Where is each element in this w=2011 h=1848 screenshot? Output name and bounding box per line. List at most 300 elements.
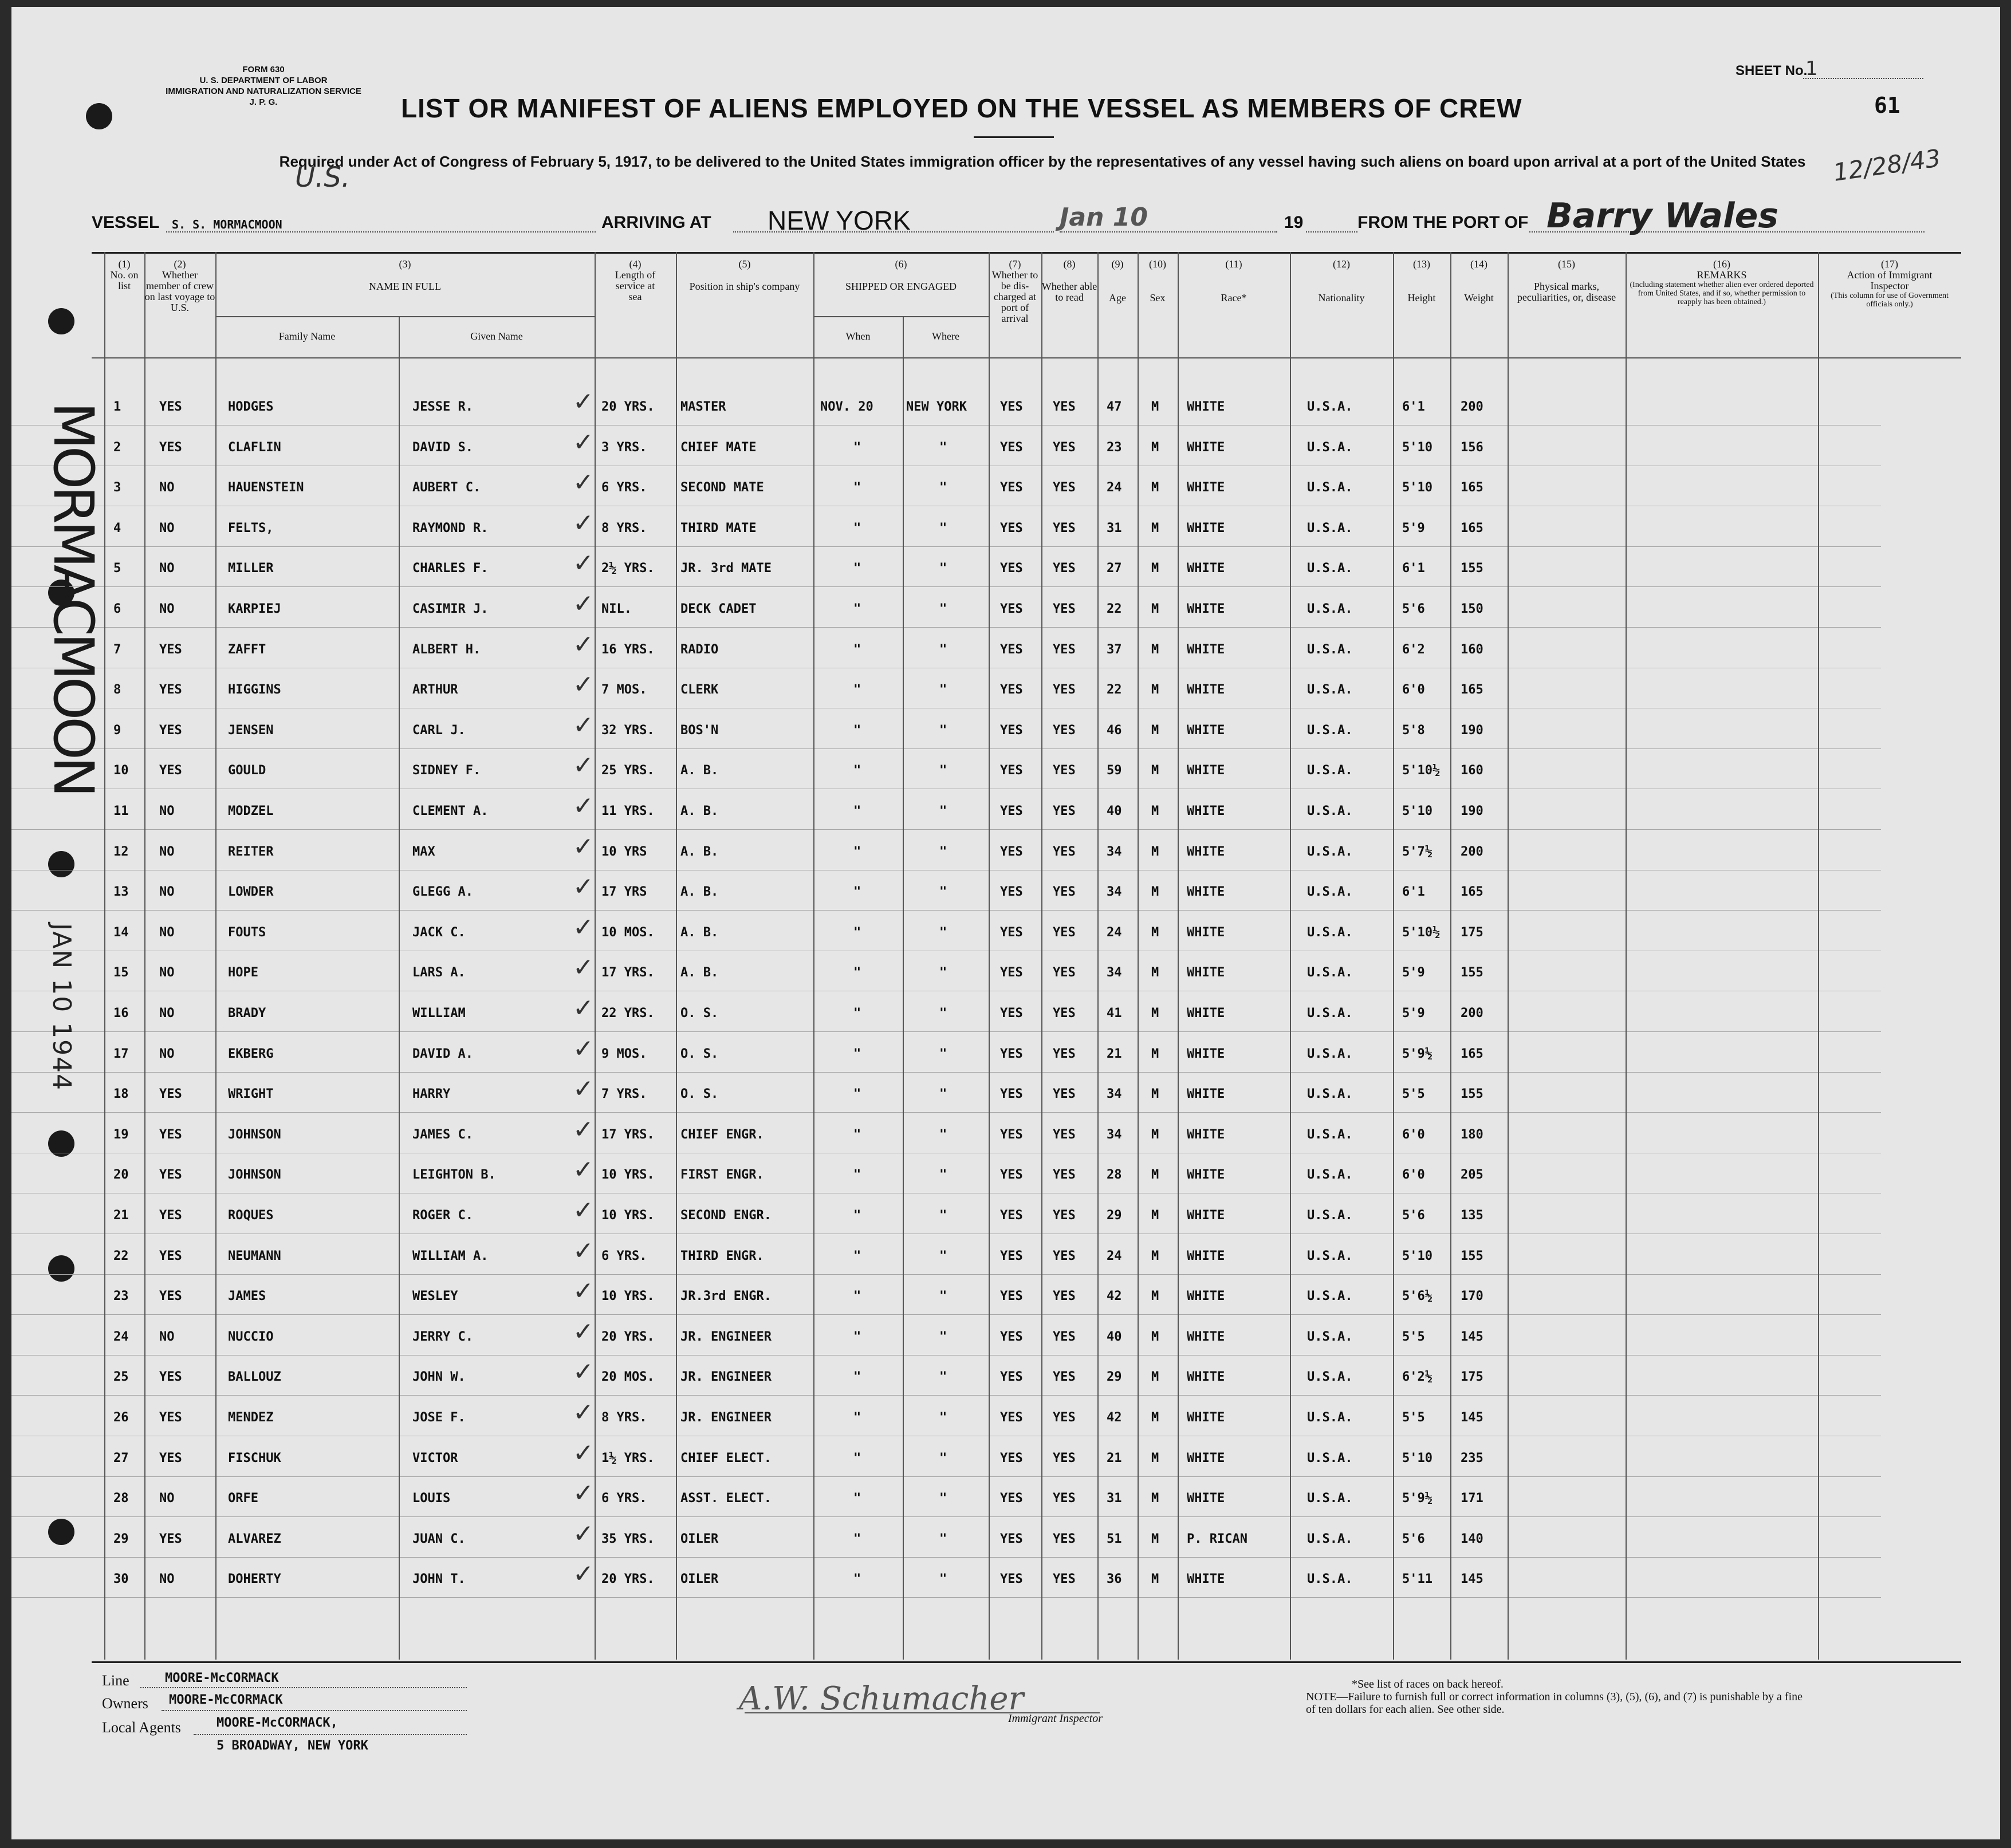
- column-divider: [104, 252, 105, 1660]
- nationality: U.S.A.: [1307, 966, 1353, 980]
- sex: M: [1151, 1289, 1159, 1304]
- prev-voyage: NO: [159, 1491, 175, 1506]
- race: WHITE: [1187, 602, 1225, 616]
- height: 5'8: [1402, 723, 1425, 738]
- age: 42: [1107, 1289, 1122, 1304]
- able-to-read: YES: [1053, 1329, 1076, 1344]
- shipped-where: ": [939, 925, 947, 940]
- shipped-when: ": [853, 1572, 861, 1587]
- height: 5'10: [1402, 1248, 1433, 1263]
- sex: M: [1151, 885, 1159, 900]
- row-rule: [11, 1476, 1881, 1477]
- service-length: 6 YRS.: [601, 1248, 647, 1263]
- nationality: U.S.A.: [1307, 1289, 1353, 1304]
- service-length: 20 YRS.: [601, 1572, 655, 1587]
- column-divider: [1290, 252, 1291, 1660]
- position: A. B.: [680, 885, 719, 900]
- column-divider: [399, 316, 400, 1660]
- column-divider: [1041, 252, 1042, 1660]
- able-to-read: YES: [1053, 925, 1076, 940]
- check-mark-icon: ✓: [573, 1398, 594, 1427]
- family-name: DOHERTY: [228, 1572, 281, 1587]
- position: O. S.: [680, 1087, 719, 1102]
- hdr-c9: [1097, 259, 1138, 304]
- col-number: (3): [399, 258, 411, 270]
- agents-address: 5 BROADWAY, NEW YORK: [217, 1739, 368, 1753]
- col-number: (16): [1713, 258, 1730, 270]
- row-number: 9: [113, 723, 121, 738]
- weight: 200: [1461, 844, 1483, 859]
- vessel-label: VESSEL: [92, 213, 160, 232]
- discharged: YES: [1000, 1127, 1023, 1142]
- family-name: EKBERG: [228, 1046, 274, 1061]
- discharged: YES: [1000, 480, 1023, 495]
- discharged: YES: [1000, 844, 1023, 859]
- shipped-when: ": [853, 1127, 861, 1142]
- check-mark-icon: ✓: [573, 1074, 594, 1104]
- shipped-where: ": [939, 561, 947, 576]
- family-name: LOWDER: [228, 885, 274, 900]
- agents-dots: [194, 1734, 467, 1735]
- weight: 165: [1461, 1046, 1483, 1061]
- family-name: CLAFLIN: [228, 440, 281, 455]
- position: FIRST ENGR.: [680, 1168, 764, 1183]
- col-label: Physical marks, peculiarities, or, disease: [1517, 281, 1616, 303]
- given-name: HARRY: [412, 1087, 451, 1102]
- shipped-when: ": [853, 763, 861, 778]
- signature-caption: Immigrant Inspector: [1008, 1712, 1103, 1725]
- race: WHITE: [1187, 440, 1225, 455]
- row-rule: [11, 748, 1881, 749]
- race: WHITE: [1187, 1410, 1225, 1425]
- shipped-when: ": [853, 561, 861, 576]
- nationality: U.S.A.: [1307, 480, 1353, 495]
- discharged: YES: [1000, 885, 1023, 900]
- sex: M: [1151, 1491, 1159, 1506]
- row-number: 26: [113, 1410, 129, 1425]
- age: 29: [1107, 1370, 1122, 1385]
- race: WHITE: [1187, 1289, 1225, 1304]
- weight: 165: [1461, 521, 1483, 535]
- race: WHITE: [1187, 400, 1225, 414]
- height: 6'2½: [1402, 1370, 1433, 1385]
- form-code: J. P. G.: [249, 97, 278, 107]
- able-to-read: YES: [1053, 1451, 1076, 1465]
- col-label: Whether able to read: [1041, 281, 1097, 303]
- weight: 175: [1461, 1370, 1483, 1385]
- row-rule: [11, 627, 1881, 628]
- given-name: JOSE F.: [412, 1410, 466, 1425]
- manifest-page: [11, 7, 2000, 1839]
- prev-voyage: YES: [159, 400, 182, 414]
- sex: M: [1151, 642, 1159, 657]
- height: 5'6: [1402, 1208, 1425, 1223]
- position: JR. ENGINEER: [680, 1410, 772, 1425]
- hdr-c11: [1178, 259, 1290, 304]
- race: WHITE: [1187, 1451, 1225, 1465]
- age: 34: [1107, 885, 1122, 900]
- hdr-c8: [1041, 259, 1097, 303]
- discharged: YES: [1000, 1208, 1023, 1223]
- hdr-c14: [1450, 259, 1508, 304]
- col-number: (10): [1149, 258, 1166, 270]
- col-number: (4): [629, 258, 642, 270]
- row-number: 7: [113, 642, 121, 657]
- column-divider: [595, 252, 596, 1660]
- sheet-number: 1: [1805, 57, 1818, 80]
- row-rule: [11, 829, 1881, 830]
- position: O. S.: [680, 1046, 719, 1061]
- able-to-read: YES: [1053, 1289, 1076, 1304]
- prev-voyage: YES: [159, 1451, 182, 1465]
- age: 29: [1107, 1208, 1122, 1223]
- age: 59: [1107, 763, 1122, 778]
- prev-voyage: YES: [159, 1370, 182, 1385]
- height: 5'10: [1402, 804, 1433, 818]
- able-to-read: YES: [1053, 1531, 1076, 1546]
- position: JR.3rd ENGR.: [680, 1289, 772, 1304]
- from-label: FROM THE PORT OF: [1357, 213, 1529, 232]
- sex: M: [1151, 1531, 1159, 1546]
- family-name: JAMES: [228, 1289, 266, 1304]
- prev-voyage: YES: [159, 440, 182, 455]
- col-label: Whether to be dis-charged at port of arrival: [991, 269, 1038, 324]
- able-to-read: YES: [1053, 602, 1076, 616]
- family-name: KARPIEJ: [228, 602, 281, 616]
- prev-voyage: NO: [159, 885, 175, 900]
- age: 31: [1107, 521, 1122, 535]
- col-number: (13): [1413, 258, 1430, 270]
- shipped-where: ": [939, 440, 947, 455]
- shipped-where: ": [939, 602, 947, 616]
- check-mark-icon: ✓: [573, 508, 594, 538]
- height: 5'9: [1402, 521, 1425, 535]
- requirement-text: Required under Act of Congress of February 5, 1917, to be delivered to the United States immigration officer by the representatives of any vessel having such aliens on board upon arrival at a port of the United States: [279, 153, 1806, 170]
- row-rule: [11, 1597, 1881, 1598]
- age: 34: [1107, 966, 1122, 980]
- family-name: MENDEZ: [228, 1410, 274, 1425]
- position: A. B.: [680, 925, 719, 940]
- position: BOS'N: [680, 723, 719, 738]
- race: WHITE: [1187, 1046, 1225, 1061]
- column-divider: [676, 252, 677, 1660]
- able-to-read: YES: [1053, 480, 1076, 495]
- row-number: 10: [113, 763, 129, 778]
- service-length: 35 YRS.: [601, 1531, 655, 1546]
- row-number: 8: [113, 683, 121, 698]
- shipped-when: ": [853, 1087, 861, 1102]
- family-name: HODGES: [228, 400, 274, 414]
- family-name: JENSEN: [228, 723, 274, 738]
- position: RADIO: [680, 642, 719, 657]
- nationality: U.S.A.: [1307, 1451, 1353, 1465]
- prev-voyage: YES: [159, 1289, 182, 1304]
- service-length: 10 YRS.: [601, 1208, 655, 1223]
- races-note: *See list of races on back hereof.: [1352, 1678, 1504, 1691]
- col-note: (Including statement whether alien ever ordered deported from United States, and if so, whether permission to reapply has been obtained.): [1630, 281, 1814, 306]
- shipped-where: ": [939, 1572, 947, 1587]
- service-length: 17 YRS: [601, 885, 647, 900]
- column-divider: [1178, 252, 1179, 1660]
- discharged: YES: [1000, 400, 1023, 414]
- given-name: LEIGHTON B.: [412, 1168, 496, 1183]
- row-rule: [11, 910, 1881, 911]
- row-number: 14: [113, 925, 129, 940]
- row-number: 11: [113, 804, 129, 818]
- service-length: 8 YRS.: [601, 1410, 647, 1425]
- weight: 190: [1461, 804, 1483, 818]
- column-divider: [1393, 252, 1394, 1660]
- discharged: YES: [1000, 1168, 1023, 1183]
- check-mark-icon: ✓: [573, 832, 594, 861]
- col-label: Age: [1109, 292, 1126, 304]
- able-to-read: YES: [1053, 1410, 1076, 1425]
- shipped-when: ": [853, 1168, 861, 1183]
- row-number: 15: [113, 966, 129, 980]
- weight: 155: [1461, 561, 1483, 576]
- shipped-where: ": [939, 1531, 947, 1546]
- able-to-read: YES: [1053, 804, 1076, 818]
- given-name: WILLIAM A.: [412, 1248, 489, 1263]
- shipped-when: NOV. 20: [820, 400, 873, 414]
- title-rule: [974, 136, 1054, 138]
- height: 5'5: [1402, 1410, 1425, 1425]
- col-label: NAME IN FULL: [369, 281, 441, 292]
- arrival-date: Jan 10: [1060, 203, 1148, 232]
- race: WHITE: [1187, 1572, 1225, 1587]
- shipped-when: ": [853, 1289, 861, 1304]
- family-name: BRADY: [228, 1006, 266, 1020]
- sex: M: [1151, 1208, 1159, 1223]
- family-name: JOHNSON: [228, 1168, 281, 1183]
- prev-voyage: YES: [159, 1410, 182, 1425]
- prev-voyage: NO: [159, 1572, 175, 1587]
- col-note: (This column for use of Government officials only.): [1831, 291, 1949, 309]
- discharged: YES: [1000, 1329, 1023, 1344]
- check-mark-icon: ✓: [573, 1155, 594, 1185]
- shipped-when: ": [853, 1248, 861, 1263]
- column-divider: [1508, 252, 1509, 1660]
- service-length: 17 YRS.: [601, 1127, 655, 1142]
- hdr-c17: [1818, 259, 1961, 309]
- form-number: FORM 630: [242, 65, 285, 74]
- row-number: 29: [113, 1531, 129, 1546]
- height: 5'9: [1402, 966, 1425, 980]
- shipped-where: ": [939, 1289, 947, 1304]
- service-length: 25 YRS.: [601, 763, 655, 778]
- row-number: 13: [113, 885, 129, 900]
- shipped-where: ": [939, 1451, 947, 1465]
- family-name: NEUMANN: [228, 1248, 281, 1263]
- check-mark-icon: ✓: [573, 953, 594, 983]
- height: 5'10: [1402, 440, 1433, 455]
- weight: 156: [1461, 440, 1483, 455]
- discharged: YES: [1000, 1289, 1023, 1304]
- family-name: FISCHUK: [228, 1451, 281, 1465]
- age: 40: [1107, 1329, 1122, 1344]
- nationality: U.S.A.: [1307, 1208, 1353, 1223]
- position: A. B.: [680, 844, 719, 859]
- able-to-read: YES: [1053, 844, 1076, 859]
- service-length: 11 YRS.: [601, 804, 655, 818]
- handwritten-date: 12/28/43: [1831, 144, 1943, 187]
- family-name: WRIGHT: [228, 1087, 274, 1102]
- weight: 160: [1461, 763, 1483, 778]
- side-stamp-date: JAN 10 1944: [47, 923, 76, 1092]
- service-length: 2½ YRS.: [601, 561, 655, 576]
- able-to-read: YES: [1053, 1046, 1076, 1061]
- service-length: 3 YRS.: [601, 440, 647, 455]
- line-dots: [140, 1687, 467, 1688]
- row-number: 28: [113, 1491, 129, 1506]
- hdr-c7: [989, 259, 1041, 324]
- check-mark-icon: ✓: [573, 427, 594, 457]
- position: CLERK: [680, 683, 719, 698]
- nationality: U.S.A.: [1307, 1410, 1353, 1425]
- height: 5'9: [1402, 1006, 1425, 1020]
- discharged: YES: [1000, 804, 1023, 818]
- given-name: JACK C.: [412, 925, 466, 940]
- shipped-where: ": [939, 1208, 947, 1223]
- row-rule: [11, 1355, 1881, 1356]
- weight: 200: [1461, 400, 1483, 414]
- prev-voyage: NO: [159, 1329, 175, 1344]
- height: 5'10: [1402, 480, 1433, 495]
- able-to-read: YES: [1053, 642, 1076, 657]
- side-stamp-name: MORMACMOON: [41, 402, 105, 794]
- height: 5'7½: [1402, 844, 1433, 859]
- shipped-where: ": [939, 1370, 947, 1385]
- check-mark-icon: ✓: [573, 751, 594, 781]
- col-label: Action of Immigrant Inspector: [1847, 269, 1933, 291]
- discharged: YES: [1000, 925, 1023, 940]
- position: O. S.: [680, 1006, 719, 1020]
- col-number: (9): [1111, 258, 1124, 270]
- page-title: LIST OR MANIFEST OF ALIENS EMPLOYED ON THE VESSEL AS MEMBERS OF CREW: [401, 93, 1522, 123]
- nationality: U.S.A.: [1307, 1572, 1353, 1587]
- able-to-read: YES: [1053, 1087, 1076, 1102]
- race: WHITE: [1187, 723, 1225, 738]
- column-divider: [1138, 252, 1139, 1660]
- column-divider: [1818, 252, 1819, 1660]
- sex: M: [1151, 1006, 1159, 1020]
- shipped-where: ": [939, 1168, 947, 1183]
- discharged: YES: [1000, 1087, 1023, 1102]
- prev-voyage: NO: [159, 521, 175, 535]
- sex: M: [1151, 844, 1159, 859]
- position: CHIEF ELECT.: [680, 1451, 772, 1465]
- sex: M: [1151, 1329, 1159, 1344]
- prev-voyage: NO: [159, 966, 175, 980]
- race: WHITE: [1187, 966, 1225, 980]
- shipped-when: ": [853, 1451, 861, 1465]
- able-to-read: YES: [1053, 400, 1076, 414]
- weight: 150: [1461, 602, 1483, 616]
- prev-voyage: YES: [159, 1248, 182, 1263]
- family-name: NUCCIO: [228, 1329, 274, 1344]
- check-mark-icon: ✓: [573, 1317, 594, 1346]
- weight: 145: [1461, 1410, 1483, 1425]
- weight: 160: [1461, 642, 1483, 657]
- age: 24: [1107, 480, 1122, 495]
- height: 5'11: [1402, 1572, 1433, 1587]
- col-number: (8): [1063, 258, 1076, 270]
- sex: M: [1151, 1572, 1159, 1587]
- nationality: U.S.A.: [1307, 844, 1353, 859]
- height: 5'10½: [1402, 763, 1441, 778]
- check-mark-icon: ✓: [573, 1276, 594, 1306]
- race: WHITE: [1187, 521, 1225, 535]
- family-name: HIGGINS: [228, 683, 281, 698]
- race: WHITE: [1187, 1208, 1225, 1223]
- discharged: YES: [1000, 1046, 1023, 1061]
- position: JR. 3rd MATE: [680, 561, 772, 576]
- prev-voyage: YES: [159, 642, 182, 657]
- col-number: (1): [118, 258, 131, 270]
- sex: M: [1151, 561, 1159, 576]
- age: 34: [1107, 844, 1122, 859]
- position: JR. ENGINEER: [680, 1329, 772, 1344]
- age: 42: [1107, 1410, 1122, 1425]
- service-length: 20 YRS.: [601, 1329, 655, 1344]
- given-name: SIDNEY F.: [412, 763, 481, 778]
- vessel-row: [92, 196, 1925, 242]
- binder-hole: [48, 1255, 74, 1282]
- shipped-where: ": [939, 723, 947, 738]
- height: 5'9½: [1402, 1491, 1433, 1506]
- check-mark-icon: ✓: [573, 468, 594, 498]
- age: 37: [1107, 642, 1122, 657]
- given-name: JERRY C.: [412, 1329, 473, 1344]
- sheet-line: [1803, 78, 1923, 79]
- nationality: U.S.A.: [1307, 440, 1353, 455]
- prev-voyage: NO: [159, 602, 175, 616]
- height: 6'2: [1402, 642, 1425, 657]
- given-name: DAVID A.: [412, 1046, 473, 1061]
- nationality: U.S.A.: [1307, 763, 1353, 778]
- able-to-read: YES: [1053, 885, 1076, 900]
- check-mark-icon: ✓: [573, 1519, 594, 1548]
- shipped-when: ": [853, 1531, 861, 1546]
- able-to-read: YES: [1053, 1127, 1076, 1142]
- service-length: 10 YRS.: [601, 1168, 655, 1183]
- column-divider: [903, 316, 904, 1660]
- row-rule: [11, 586, 1881, 587]
- given-name: MAX: [412, 844, 435, 859]
- nationality: U.S.A.: [1307, 521, 1353, 535]
- discharged: YES: [1000, 763, 1023, 778]
- prev-voyage: NO: [159, 925, 175, 940]
- sheet-label: SHEET No.: [1735, 63, 1808, 78]
- col-label: SHIPPED OR ENGAGED: [845, 281, 957, 292]
- row-rule: [11, 1072, 1881, 1073]
- discharged: YES: [1000, 723, 1023, 738]
- shipped-when: ": [853, 683, 861, 698]
- hdr-c16: [1626, 259, 1818, 306]
- race: WHITE: [1187, 1491, 1225, 1506]
- race: WHITE: [1187, 1087, 1225, 1102]
- year-dots: [1306, 231, 1357, 233]
- nationality: U.S.A.: [1307, 1087, 1353, 1102]
- family-name: JOHNSON: [228, 1127, 281, 1142]
- height: 5'9½: [1402, 1046, 1433, 1061]
- weight: 140: [1461, 1531, 1483, 1546]
- given-name: DAVID S.: [412, 440, 473, 455]
- sex: M: [1151, 1248, 1159, 1263]
- position: ASST. ELECT.: [680, 1491, 772, 1506]
- height: 6'1: [1402, 561, 1425, 576]
- service-length: 6 YRS.: [601, 480, 647, 495]
